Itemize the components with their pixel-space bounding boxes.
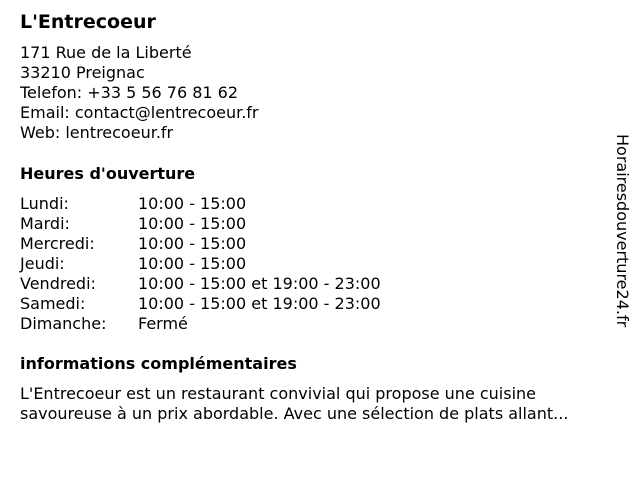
day-label: Jeudi: <box>20 254 65 273</box>
day-time: 10:00 - 15:00 <box>138 194 247 213</box>
business-name: L'Entrecoeur <box>20 11 156 33</box>
day-label: Mardi: <box>20 214 70 233</box>
day-label: Samedi: <box>20 294 86 313</box>
contact-block <box>20 43 259 143</box>
email-line: Email: contact@lentrecoeur.fr <box>20 103 259 122</box>
hours-row-samedi <box>20 294 381 314</box>
hours-row-lundi <box>20 194 381 214</box>
info-heading: informations complémentaires <box>20 354 297 373</box>
day-time: 10:00 - 15:00 <box>138 214 247 233</box>
day-label: Vendredi: <box>20 274 96 293</box>
site-watermark: Horairesdouverture24.fr <box>613 134 632 328</box>
phone-line: Telefon: +33 5 56 76 81 62 <box>20 83 239 102</box>
day-label: Lundi: <box>20 194 69 213</box>
day-label: Dimanche: <box>20 314 107 333</box>
description-line: L'Entrecoeur est un restaurant convivial qui propose une cuisine <box>20 384 537 403</box>
address-street: 171 Rue de la Liberté <box>20 43 192 62</box>
day-time: Fermé <box>138 314 188 333</box>
hours-row-mercredi <box>20 234 381 254</box>
hours-heading: Heures d'ouverture <box>20 164 196 183</box>
hours-table <box>20 194 381 334</box>
hours-row-jeudi <box>20 254 381 274</box>
web-line: Web: lentrecoeur.fr <box>20 123 174 142</box>
hours-row-dimanche <box>20 314 381 334</box>
day-time: 10:00 - 15:00 <box>138 254 247 273</box>
day-label: Mercredi: <box>20 234 95 253</box>
description <box>20 384 620 424</box>
hours-row-vendredi <box>20 274 381 294</box>
address-city: 33210 Preignac <box>20 63 145 82</box>
hours-row-mardi <box>20 214 381 234</box>
day-time: 10:00 - 15:00 et 19:00 - 23:00 <box>138 294 381 313</box>
day-time: 10:00 - 15:00 et 19:00 - 23:00 <box>138 274 381 293</box>
day-time: 10:00 - 15:00 <box>138 234 247 253</box>
description-line: savoureuse à un prix abordable. Avec une sélection de plats allant... <box>20 404 569 423</box>
